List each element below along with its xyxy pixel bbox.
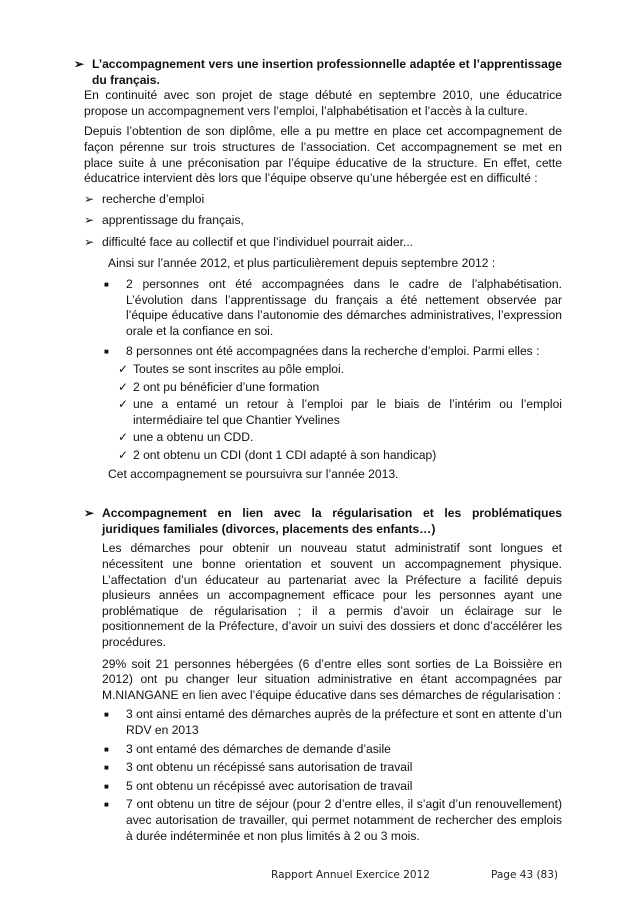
list-item: ■ 3 ont ainsi entamé des démarches auprès de la préfecture et sont en attente d’un RDV en 2013 [104, 707, 562, 737]
list-item: ■ 8 personnes ont été accompagnées dans la recherche d’emploi. Parmi elles : [104, 343, 540, 358]
paragraph: 29% soit 21 personnes hébergées (6 d’entre elles sont sorties de La Boissière en 2012) ont pu changer leur situation administrative en étant accompagnées par M.NIANGANE en lien avec l’équipe éducative dans ses démarches de régularisation : [102, 656, 562, 702]
list-item: ■ 5 ont obtenu un récépissé avec autorisation de travail [104, 778, 413, 793]
list-item: ✓ 2 ont obtenu un CDI (dont 1 CDI adapté à son handicap) [118, 448, 437, 463]
paragraph: Depuis l’obtention de son diplôme, elle a pu mettre en place cet accompagnement de façon pérenne sur trois structures de l’association. Cet accompagnement se met en place suite à une préconisation par l’équipe éducative de la structure. En effet, cette éducatrice intervient dès lors que l’équipe observe qu’une hébergée est en difficulté : [84, 124, 562, 186]
arrow-bullet-icon: ➢ [84, 213, 95, 228]
square-bullet-icon: ■ [104, 710, 109, 720]
list-item: ■ 2 personnes ont été accompagnées dans le cadre de l’alphabétisation. L’évolution dans l’apprentissage du français a été nettement observée par l’équipe éducative dans l’autonomie des démarches administratives, l’expression orale et la confiance en soi. [104, 277, 562, 338]
checkmark-icon: ✓ [118, 379, 129, 394]
list-item: ✓ une a entamé un retour à l’emploi par le biais de l’intérim ou l’emploi intermédiaire tel que Chantier Yvelines [118, 397, 562, 427]
list-item: ■ 3 ont obtenu un récépissé sans autorisation de travail [104, 760, 413, 775]
list-item: ➢ recherche d’emploi [84, 191, 205, 206]
square-bullet-icon: ■ [104, 763, 109, 773]
footer-report-title: Rapport Annuel Exercice 2012 [271, 869, 430, 881]
list-item: ➢ apprentissage du français, [84, 213, 244, 228]
arrow-bullet-icon: ➢ [84, 191, 95, 206]
section-heading-insertion [74, 57, 562, 88]
checkmark-icon: ✓ [118, 362, 129, 377]
paragraph: Les démarches pour obtenir un nouveau statut administratif sont longues et nécessitent une bonne orientation et souvent un accompagnement physique. L’affectation d’un éducateur au partenariat avec la Préfecture a facilité depuis plusieurs années un accompagnement efficace pour les personnes ayant une problématique de régularisation ; il a permis d’avoir un éclairage sur le positionnement de la Préfecture, d’avoir un suivi des dossiers et donc d’accélérer les procédures. [102, 541, 562, 649]
paragraph: Cet accompagnement se poursuivra sur l’année 2013. [108, 466, 399, 481]
list-item: ➢ difficulté face au collectif et que l’individuel pourrait aider... [84, 234, 414, 249]
paragraph: Ainsi sur l’année 2012, et plus particulièrement depuis septembre 2012 : [108, 255, 496, 270]
checkmark-icon: ✓ [118, 448, 129, 463]
checkmark-icon: ✓ [118, 397, 129, 412]
square-bullet-icon: ■ [104, 744, 109, 754]
paragraph: En continuité avec son projet de stage débuté en septembre 2010, une éducatrice propose un accompagnement vers l’emploi, l’alphabétisation et l’accès à la culture. [84, 88, 562, 118]
list-item: ■ 3 ont entamé des démarches de demande d’asile [104, 741, 391, 756]
list-item: ✓ 2 ont pu bénéficier d’une formation [118, 379, 320, 394]
section-heading-regularisation [84, 506, 562, 537]
arrow-bullet-icon: ➢ [74, 57, 85, 71]
square-bullet-icon: ■ [104, 346, 109, 356]
list-item: ✓ Toutes se sont inscrites au pôle emploi. [118, 362, 345, 377]
footer-page-number: Page 43 (83) [491, 869, 559, 881]
section-heading-text: Accompagnement en lien avec la régularisation et les problématiques juridiques familiales (divorces, placements des enfants…) [102, 506, 562, 536]
square-bullet-icon: ■ [104, 800, 109, 810]
square-bullet-icon: ■ [104, 280, 109, 290]
square-bullet-icon: ■ [104, 781, 109, 791]
list-item: ■ 7 ont obtenu un titre de séjour (pour 2 d’entre elles, il s’agit d’un renouvellement) avec autorisation de travailler, qui permet notamment de rechercher des emplois à durée indéterminée et non plus limités à 2 ou 3 mois. [104, 797, 562, 843]
list-item: ✓ une a obtenu un CDD. [118, 430, 254, 445]
checkmark-icon: ✓ [118, 430, 129, 445]
arrow-bullet-icon: ➢ [84, 234, 95, 249]
section-heading-text: L’accompagnement vers une insertion professionnelle adaptée et l’apprentissage du français. [92, 57, 562, 87]
page-content [74, 57, 562, 844]
arrow-bullet-icon: ➢ [84, 506, 95, 521]
